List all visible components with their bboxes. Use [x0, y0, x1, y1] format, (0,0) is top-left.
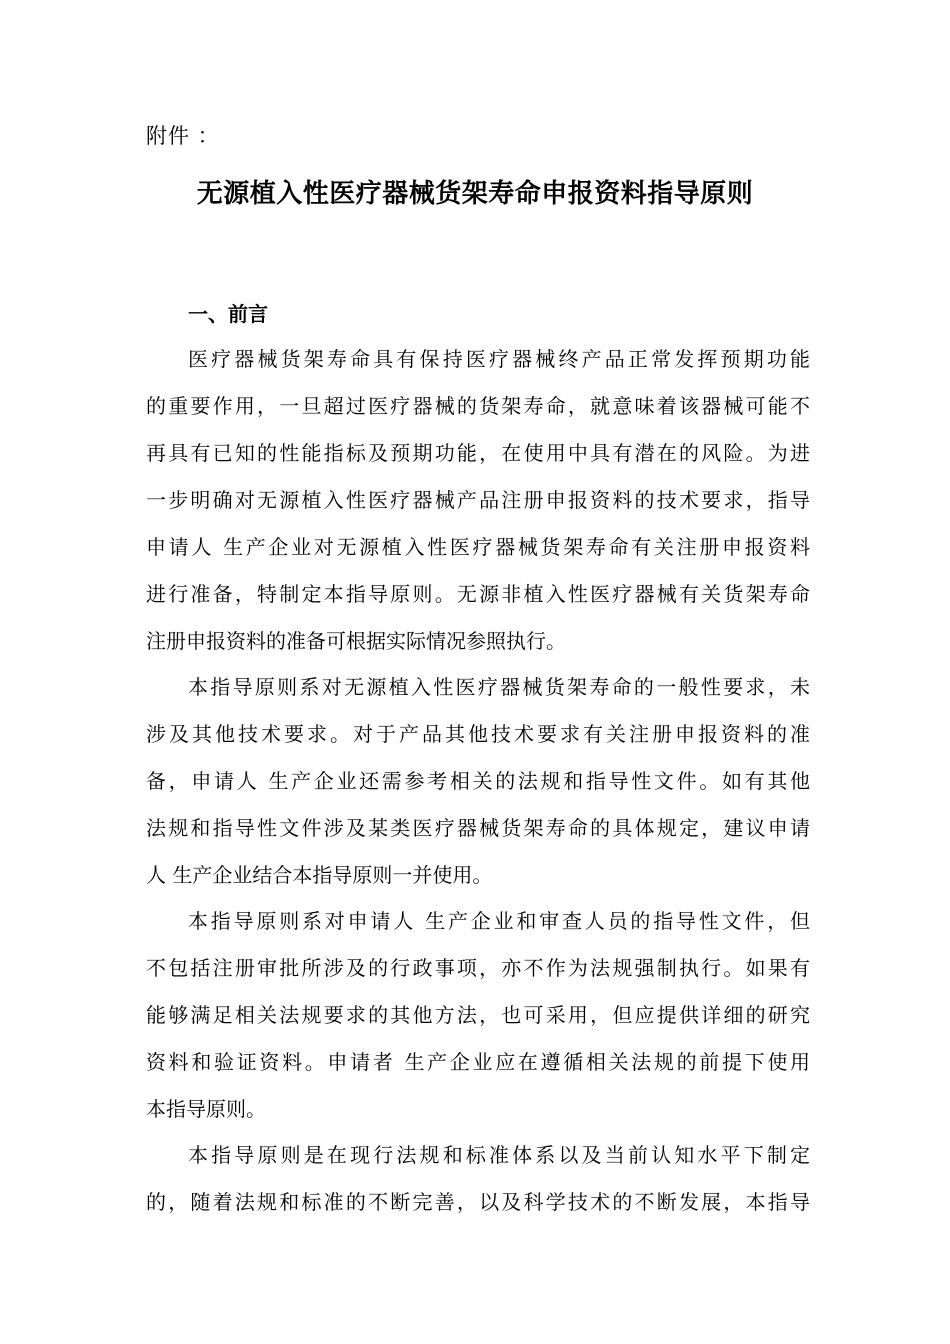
paragraph-line: 能够满足相关法规要求的其他方法，也可采用，但应提供详细的研究: [146, 1003, 810, 1027]
paragraph-line: 本指导原则是在现行法规和标准体系以及当前认知水平下制定: [188, 1143, 810, 1167]
attachment-label: 附件 ：: [146, 124, 220, 148]
paragraph-line: 再具有已知的性能指标及预期功能，在使用中具有潜在的风险。为进: [146, 441, 810, 465]
paragraph-line: 人 生产企业结合本指导原则一并使用。: [146, 863, 493, 887]
paragraph-line: 法规和指导性文件涉及某类医疗器械货架寿命的具体规定，建议申请: [146, 816, 810, 840]
paragraph-line: 备，申请人 生产企业还需参考相关的法规和指导性文件。如有其他: [146, 769, 810, 793]
paragraph-line: 不包括注册审批所涉及的行政事项，亦不作为法规强制执行。如果有: [146, 956, 810, 980]
section-heading-preface: 一、前言: [188, 302, 268, 326]
paragraph-line: 涉及其他技术要求。对于产品其他技术要求有关注册申报资料的准: [146, 722, 810, 746]
paragraph-line: 本指导原则。: [146, 1097, 266, 1121]
paragraph-line: 医疗器械货架寿命具有保持医疗器械终产品正常发挥预期功能: [188, 347, 810, 371]
paragraph-line: 本指导原则系对无源植入性医疗器械货架寿命的一般性要求，未: [188, 675, 810, 699]
paragraph-line: 申请人 生产企业对无源植入性医疗器械货架寿命有关注册申报资料: [146, 535, 810, 559]
paragraph-line: 资料和验证资料。申请者 生产企业应在遵循相关法规的前提下使用: [146, 1050, 810, 1074]
document-title: 无源植入性医疗器械货架寿命申报资料指导原则: [196, 179, 754, 209]
paragraph-line: 的，随着法规和标准的不断完善，以及科学技术的不断发展，本指导: [146, 1190, 810, 1214]
paragraph-line: 注册申报资料的准备可根据实际情况参照执行。: [146, 629, 566, 653]
paragraph-line: 的重要作用，一旦超过医疗器械的货架寿命，就意味着该器械可能不: [146, 394, 810, 418]
paragraph-line: 本指导原则系对申请人 生产企业和审查人员的指导性文件，但: [188, 909, 810, 933]
paragraph-line: 一步明确对无源植入性医疗器械产品注册申报资料的技术要求，指导: [146, 488, 810, 512]
paragraph-line: 进行准备，特制定本指导原则。无源非植入性医疗器械有关货架寿命: [146, 582, 810, 606]
